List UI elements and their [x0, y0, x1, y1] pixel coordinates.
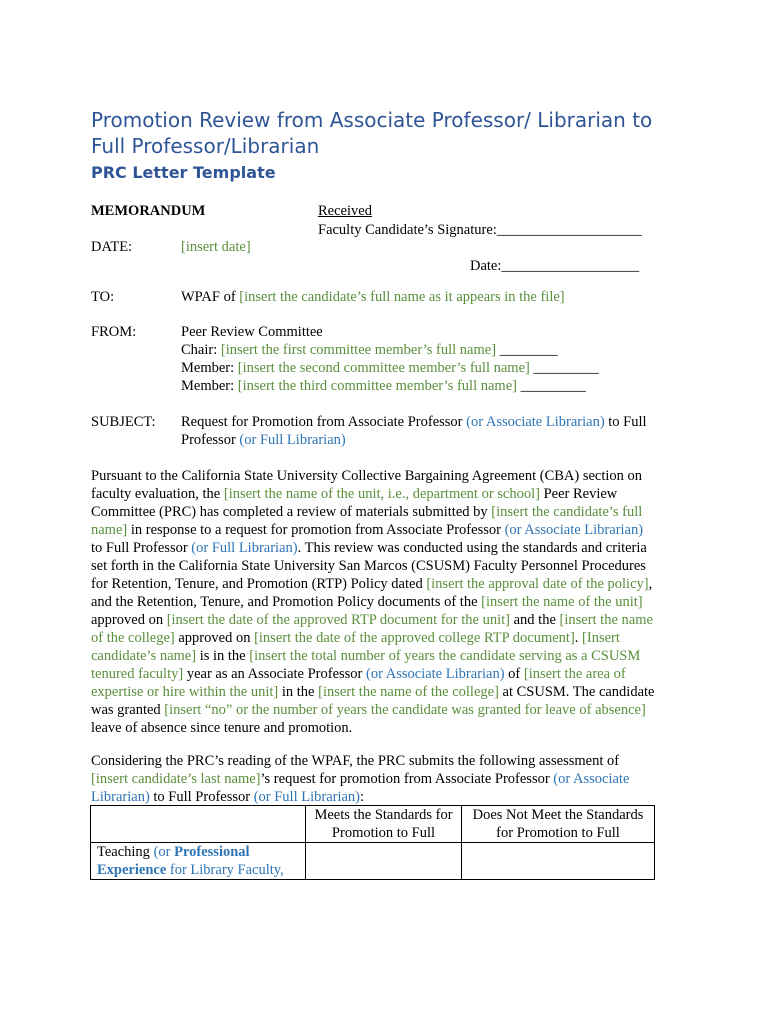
from-label: FROM:	[91, 324, 137, 340]
para2-alternative: Librarian)	[91, 789, 150, 805]
member2-line	[181, 377, 586, 395]
para2-text: :	[360, 789, 365, 805]
chair-line	[181, 341, 558, 359]
para1-text: and the Retention, Tenure, and Promotion Policy documents of the	[91, 594, 482, 610]
para1-text: Committee (PRC) has completed a review of materials submitted by	[91, 504, 492, 520]
row-alternative-bold: Professional	[174, 844, 250, 860]
member1-blank: _________	[529, 360, 599, 376]
para1-line	[91, 485, 681, 503]
para1-text: and the	[509, 612, 560, 628]
para1-placeholder: [insert the total number of years the candidate serving as a CSUSM	[249, 648, 641, 664]
header-text: Does Not Meet the Standards	[472, 807, 644, 823]
to-line	[181, 288, 565, 306]
subject-label: SUBJECT:	[91, 414, 156, 430]
para1-placeholder: tenured faculty]	[91, 666, 184, 682]
para2-line	[91, 770, 681, 788]
para1-line	[91, 557, 681, 575]
member1-value: [insert the second committee member’s full name]	[237, 360, 530, 376]
chair-blank: ________	[496, 342, 558, 358]
para1-text: faculty evaluation, the	[91, 486, 224, 502]
row-text: Teaching	[97, 844, 154, 860]
para1-alternative: (or Full Librarian)	[191, 540, 298, 556]
para1-text: year as an Associate Professor	[183, 666, 367, 682]
para2-line	[91, 752, 681, 770]
para1-placeholder: [insert the approval date of the policy]	[426, 576, 649, 592]
para1-text: .	[574, 630, 583, 646]
para1-text: is in the	[196, 648, 250, 664]
member1-line	[181, 359, 599, 377]
para1-text: at CSUSM. The candidate	[498, 684, 655, 700]
title-line-2: Full Professor/Librarian	[91, 134, 320, 158]
subject-text-b: (or Associate Librarian)	[466, 414, 605, 430]
subject-line-1	[181, 413, 647, 431]
para2-text: Considering the PRC’s reading of the WPAF, the PRC submits the following assessment of	[91, 753, 620, 769]
para1-text: Pursuant to the California State University Collective Bargaining Agreement (CBA) section on	[91, 468, 643, 484]
para1-line	[91, 593, 681, 611]
title-line-1: Promotion Review from Associate Professor/ Librarian to	[91, 108, 653, 132]
para1-line	[91, 521, 681, 539]
para2-text: ’s request for promotion from Associate Professor	[260, 771, 554, 787]
date-label: DATE:	[91, 239, 133, 255]
row-alternative: (or	[153, 844, 175, 860]
para1-placeholder: [insert the date of the approved college RTP document]	[254, 630, 575, 646]
para1-line	[91, 539, 681, 557]
para1-line	[91, 647, 681, 665]
member2-label: Member:	[181, 378, 235, 394]
para1-line	[91, 719, 681, 737]
para1-placeholder: [insert “no” or the number of years the candidate was granted for leave of absence]	[164, 702, 646, 718]
para1-placeholder: [insert the date of the approved RTP document for the unit]	[166, 612, 510, 628]
para1-placeholder: candidate’s name]	[91, 648, 197, 664]
chair-label: Chair:	[181, 342, 218, 358]
para1-line	[91, 629, 681, 647]
para1-line	[91, 503, 681, 521]
para1-text: Peer Review	[539, 486, 618, 502]
table-header-empty	[91, 806, 306, 843]
from-line-1: Peer Review Committee	[181, 324, 323, 340]
table-cell-meets[interactable]	[306, 843, 462, 880]
to-value: [insert the candidate’s full name as it appears in the file]	[239, 289, 565, 305]
para2-alternative: (or Associate	[553, 771, 630, 787]
table-header-does-not-meet	[462, 806, 655, 843]
para1-placeholder: [insert the name	[559, 612, 653, 628]
para1-line	[91, 611, 681, 629]
row-alternative-bold: Experience	[97, 862, 167, 878]
para1-text: in response to a request for promotion from Associate Professor	[127, 522, 505, 538]
para1-text: set forth in the California State University San Marcos (CSUSM) Faculty Personnel Procedures	[91, 558, 646, 574]
table-header-meets	[306, 806, 462, 843]
para1-placeholder: expertise or hire within the unit]	[91, 684, 279, 700]
para1-placeholder: name]	[91, 522, 128, 538]
para1-text: for Retention, Tenure, and Promotion (RTP) Policy dated	[91, 576, 427, 592]
memo-heading: MEMORANDUM	[91, 203, 206, 219]
para1-placeholder: [insert the name of the unit]	[481, 594, 643, 610]
para1-alternative: (or Associate Librarian)	[504, 522, 644, 538]
member1-label: Member:	[181, 360, 235, 376]
body-paragraph-2	[91, 752, 681, 806]
para1-text: ,	[648, 576, 653, 592]
member2-value: [insert the third committee member’s full name]	[237, 378, 517, 394]
para1-line	[91, 665, 681, 683]
para1-text: . This review was conducted using the standards and criteria	[297, 540, 647, 556]
para1-placeholder: [Insert	[582, 630, 620, 646]
para1-placeholder: [insert the name of the unit, i.e., department or school]	[223, 486, 540, 502]
para2-alternative: (or Full Librarian)	[253, 789, 361, 805]
para1-text: of	[504, 666, 524, 682]
para2-placeholder: [insert candidate’s last name]	[91, 771, 261, 787]
para1-text: in the	[278, 684, 319, 700]
assessment-table	[90, 805, 655, 880]
page-title	[91, 107, 691, 159]
para1-line	[91, 683, 681, 701]
chair-value: [insert the first committee member’s full name]	[220, 342, 497, 358]
para1-line	[91, 467, 681, 485]
subject-text-c: to Full	[608, 414, 647, 430]
para2-text: to Full Professor	[149, 789, 254, 805]
para1-alternative: (or Associate Librarian)	[366, 666, 505, 682]
signature-date-line: Date:___________________	[470, 258, 640, 274]
para1-text: leave of absence since tenure and promotion.	[91, 720, 353, 736]
para1-placeholder: [insert the name of the college]	[318, 684, 499, 700]
header-text: Meets the Standards for	[314, 807, 453, 823]
table-row-label	[91, 843, 306, 880]
subject-text-e: (or Full Librarian)	[239, 432, 346, 448]
to-label: TO:	[91, 289, 115, 305]
subject-text-a: Request for Promotion from Associate Professor	[181, 414, 463, 430]
body-paragraph-1	[91, 467, 681, 737]
para1-line	[91, 701, 681, 719]
para1-text: to Full Professor	[91, 540, 192, 556]
subject-text-d: Professor	[181, 432, 236, 448]
row-alternative: for Library Faculty,	[166, 862, 284, 878]
table-row	[91, 843, 655, 880]
received-label: Received	[318, 203, 372, 219]
header-text: Promotion to Full	[331, 825, 436, 841]
page-subtitle: PRC Letter Template	[91, 163, 276, 182]
table-cell-does-not-meet[interactable]	[462, 843, 655, 880]
member2-blank: _________	[516, 378, 586, 394]
para1-line	[91, 575, 681, 593]
para2-line	[91, 788, 681, 806]
subject-line-2	[181, 431, 346, 449]
para1-placeholder: [insert the candidate’s full	[491, 504, 643, 520]
header-text: for Promotion to Full	[496, 825, 620, 841]
table-header-row	[91, 806, 655, 843]
para1-text: approved on	[174, 630, 255, 646]
para1-placeholder: of the college]	[91, 630, 175, 646]
date-value: [insert date]	[181, 239, 251, 255]
para1-text: was granted	[91, 702, 165, 718]
to-prefix: WPAF of	[181, 289, 236, 305]
para1-text: approved on	[91, 612, 167, 628]
para1-placeholder: [insert the area of	[523, 666, 626, 682]
signature-line: Faculty Candidate’s Signature:____________________	[318, 222, 642, 238]
